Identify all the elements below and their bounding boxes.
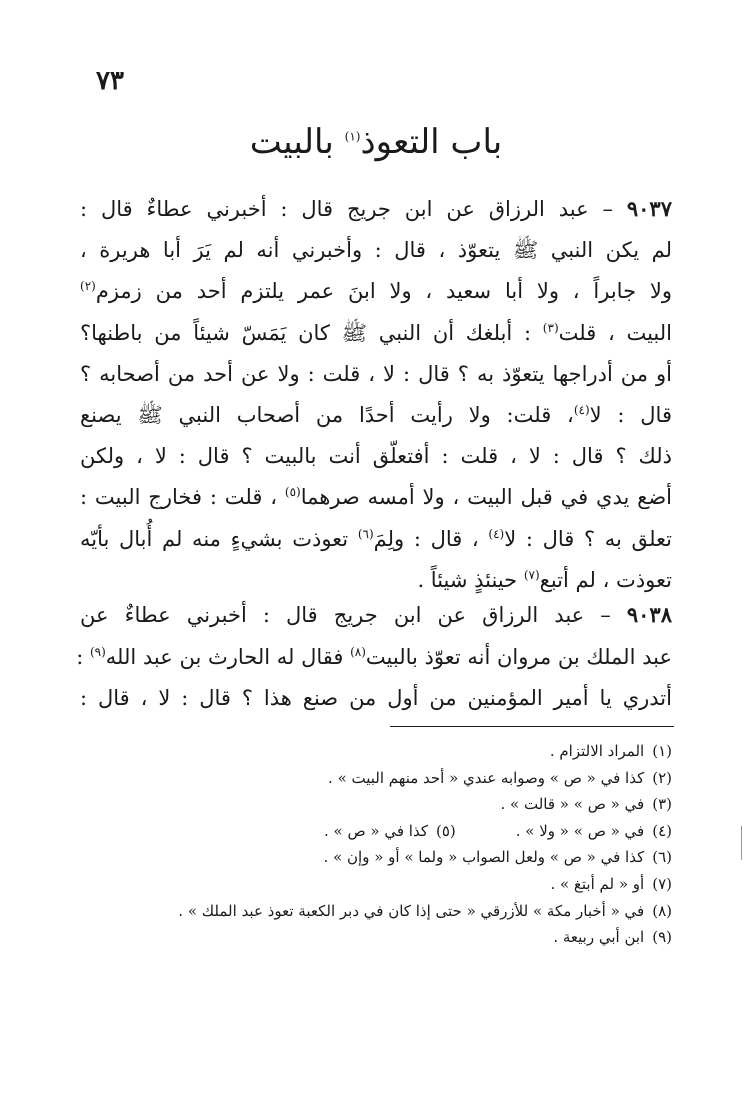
footnote-text: ابن أبي ربيعة .	[553, 928, 645, 947]
text-line: أتدري يا أمير المؤمنين من أول من صنع هذا ؟ قال : لا ، قال :	[80, 686, 672, 710]
line-text: ، قلت : فخارج البيت :	[80, 485, 285, 510]
text-line: ذلك ؟ قال : لا ، قلت : أفتعلّق أنت بالبيت ؟ قال : لا ، ولكن	[80, 444, 672, 469]
line-text: – عبد الرزاق عن ابن جريج قال : أخبرني عطاءٌ عن	[80, 603, 611, 627]
footnote-text: في « ص » « قالت » .	[500, 795, 645, 814]
footnote-ref: (٣)	[542, 320, 559, 335]
footnote-number: (٢)	[652, 768, 672, 787]
text-line	[80, 519, 672, 560]
hadith-number: ٩٠٣٨	[626, 602, 672, 627]
footnote-number: (٣)	[652, 795, 672, 814]
footnote-number: (٨)	[652, 901, 672, 920]
footnote-7	[80, 871, 672, 898]
footnote-number: (٩)	[652, 928, 672, 947]
footnote-9	[80, 924, 672, 951]
footnote-ref: (٨)	[350, 644, 366, 659]
footnote-ref: (٦)	[357, 526, 374, 541]
footnote-4-5	[80, 818, 672, 845]
line-text: أضع يدي في قبل البيت ، ولا أمسه صرهما	[300, 485, 673, 510]
chapter-title	[0, 122, 752, 162]
text-line	[80, 477, 672, 518]
footnote-text: أو « لم أبتغ » .	[550, 874, 645, 893]
footnote-text: كذا في « ص » .	[324, 821, 428, 840]
footnote-8	[80, 898, 672, 925]
line-text: تعوذت ، لم أتبع	[539, 567, 672, 592]
line-text: حينئذٍ شيئاً .	[417, 567, 524, 592]
text-line	[80, 313, 672, 354]
line-text: قال : لا	[589, 403, 672, 428]
text-line	[80, 188, 672, 230]
footnote-text: كذا في « ص » ولعل الصواب « ولما » أو « وإن » .	[323, 848, 645, 867]
line-text: ، قلت: ولا رأيت أحدًا من أصحاب النبي ﷺ يصنع	[80, 403, 574, 428]
hadith-9038	[76, 594, 672, 720]
hadith-number: ٩٠٣٧	[626, 196, 672, 221]
line-text: البيت ، قلت	[558, 320, 672, 345]
page-number: ٧٣	[96, 66, 124, 96]
footnote-number: (٥)	[435, 821, 456, 840]
footnotes	[80, 738, 672, 951]
footnote-number: (٧)	[652, 874, 672, 893]
footnote-ref: (٤)	[573, 403, 590, 418]
footnote-ref: (١)	[344, 129, 361, 144]
line-text: : أبلغك أن النبي ﷺ كان يَمَسّ شيئاً من باطنها؟	[80, 320, 543, 345]
scan-margin-mark	[741, 826, 742, 860]
footnote-1	[80, 738, 672, 765]
line-text: – عبد الرزاق عن ابن جريج قال : أخبرني عطاءٌ قال :	[80, 197, 613, 221]
text-line	[80, 594, 672, 637]
footnote-ref: (٥)	[284, 485, 301, 500]
line-text: تعوذت بشيءٍ منه لم أُبال بأيّه	[80, 526, 358, 551]
text-line: لم يكن النبي ﷺ يتعوّذ ، قال : وأخبرني أنه لم يَرَ أبا هريرة ،	[80, 238, 672, 263]
footnote-number: (١)	[652, 742, 672, 760]
footnote-ref: (٢)	[80, 279, 96, 294]
footnote-text: في « ص » « ولا » .	[515, 821, 645, 840]
line-text: عبد الملك بن مروان أنه تعوّذ بالبيت	[365, 644, 672, 669]
hadith-9037	[80, 188, 672, 601]
footnote-3	[80, 791, 672, 818]
chapter-title-text: باب التعوذ	[360, 122, 503, 162]
footnote-ref: (٧)	[523, 567, 540, 582]
chapter-title-rest: بالبيت	[249, 122, 345, 162]
footnote-ref: (٩)	[89, 644, 106, 659]
text-line: أو من أدراجها يتعوّذ به ؟ قال : لا ، قلت : ولا عن أحد من أصحابه ؟	[80, 361, 672, 386]
line-text: ولا جابراً ، ولا أبا سعيد ، ولا ابنَ عمر يلتزم أحد من زمزم	[95, 279, 672, 304]
footnote-6	[80, 844, 672, 871]
footnote-text: كذا في « ص » وصوابه عندي « أحد منهم البيت » .	[328, 768, 645, 787]
line-text: تعلق به ؟ قال : لا	[504, 526, 672, 551]
line-text: ، قال : ولِمَ	[373, 526, 489, 551]
text-line	[80, 271, 672, 312]
footnote-ref: (٤)	[488, 526, 505, 541]
text-line	[76, 637, 672, 679]
footnote-2	[80, 765, 672, 792]
footnote-text: المراد الالتزام .	[549, 742, 645, 760]
text-line	[80, 395, 672, 436]
footnote-text: في « أخبار مكة » للأزرقي « حتى إذا كان في دبر الكعبة تعوذ عبد الملك » .	[178, 901, 645, 920]
line-text: فقال له الحارث بن عبد الله	[105, 644, 351, 669]
footnote-divider	[390, 726, 674, 727]
footnote-number: (٤)	[652, 821, 672, 840]
footnote-number: (٦)	[652, 848, 672, 867]
line-text: :	[76, 644, 90, 669]
